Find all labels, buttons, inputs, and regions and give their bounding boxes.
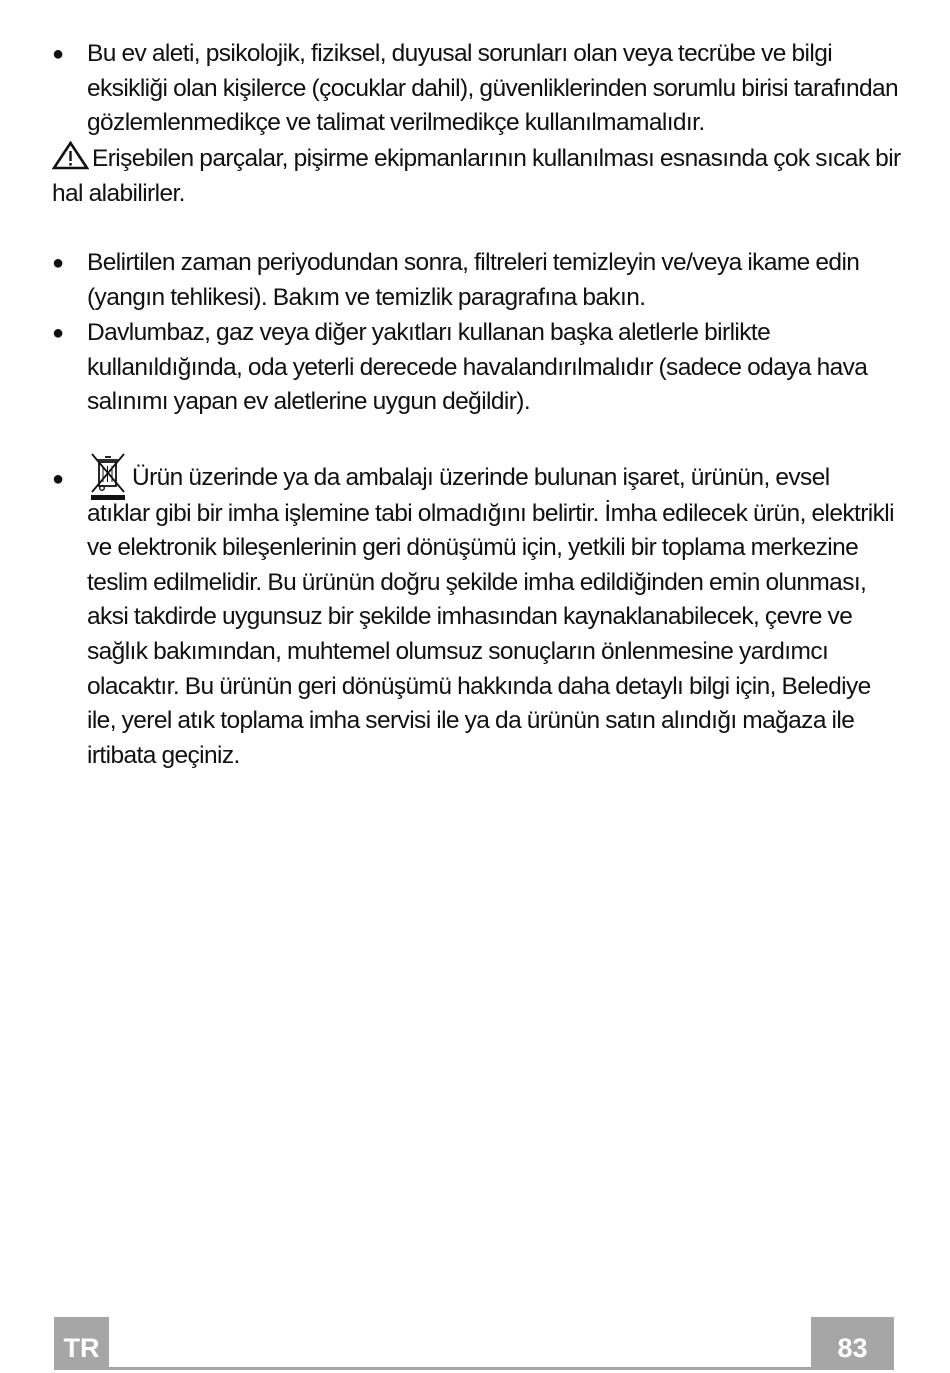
hot-parts-warning	[52, 141, 902, 211]
bullet: ●	[52, 322, 64, 344]
page-number-tab	[811, 1317, 894, 1370]
item-text: Belirtilen zaman periyodundan sonra, filtreleri temizleyin ve/veya ikame edin (yangın tehlikesi). Bakım ve temizlik paragrafına bakın.	[87, 249, 860, 311]
bullet: ●	[52, 252, 64, 274]
bullet: ●	[52, 468, 64, 490]
language-code: TR	[63, 1333, 100, 1363]
warning-triangle-icon	[52, 141, 89, 170]
item-text: Davlumbaz, gaz veya diğer yakıtları kullanan başka aletlerle birlikte kullanıldığında, oda yeterli derecede havalandırılmalıdır (sadece odaya hava salınımı yapan ev aletlerine uygun değildir).	[87, 319, 868, 416]
warning-text: Erişebilen parçalar, pişirme ekipmanlarının kullanılması esnasında çok sıcak bir hal alabilirler.	[52, 145, 901, 207]
crossed-out-wheelie-bin-icon	[87, 452, 129, 500]
item-text: Bu ev aleti, psikolojik, fiziksel, duyusal sorunları olan veya tecrübe ve bilgi eksikliği olan kişilerce (çocuklar dahil), güvenliklerinden sorumlu birisi tarafından gözlemlenmedikçe ve talimat verilmedikçe kullanılmamalıdır.	[87, 40, 899, 137]
safety-item-filters	[52, 246, 902, 315]
page-number: 83	[837, 1333, 868, 1363]
disposal-first-line: Ürün üzerinde ya da ambalajı üzerinde bulunan işaret, ürünün, evsel	[132, 464, 830, 491]
disposal-text: atıklar gibi bir imha işlemine tabi olmadığını belirtir. İmha edilecek ürün, elektrikli ve elektronik bileşenlerinin geri dönüşümü için, yetkili bir toplama merkezine teslim edilmelidir. Bu ürünün doğru şekilde imha edildiğinden emin olunması, aksi takdirde uygunsuz bir şekilde imhasından kaynaklanabilecek, çevre ve sağlık bakımından, muhtemel olumsuz sonuçların önlenmesine yardımcı olacaktır. Bu ürünün geri dönüşümü hakkında daha detaylı bilgi için, Belediye ile, yerel atık toplama imha servisi ile ya da ürünün satın alındığı mağaza ile irtibata geçiniz.	[87, 499, 894, 769]
disposal-item	[52, 452, 902, 773]
language-tab	[54, 1317, 109, 1370]
footer-rule	[109, 1367, 811, 1370]
bullet: ●	[52, 43, 64, 65]
safety-item-supervision	[52, 37, 902, 141]
safety-item-ventilation	[52, 316, 902, 420]
